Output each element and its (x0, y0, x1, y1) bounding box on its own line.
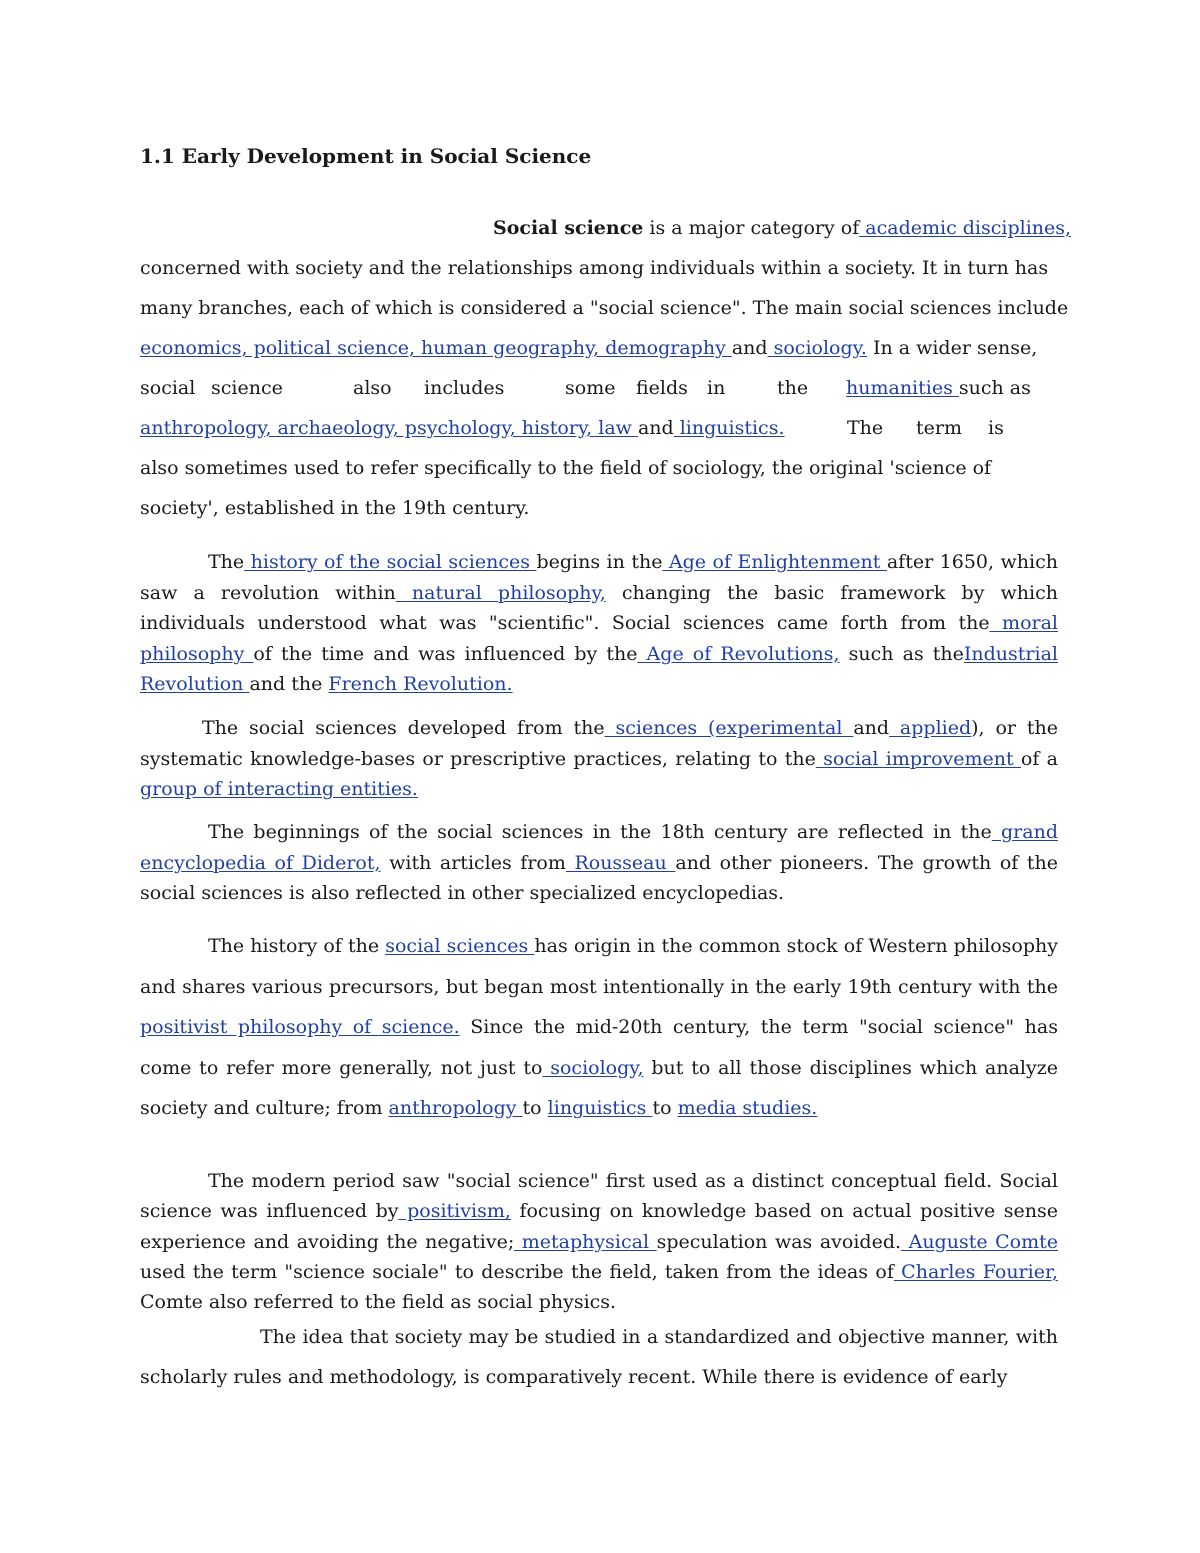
paragraph-history: The history of the social sciences begins in the Age of Enlightenment after 1650, which saw a revolution within natural philosophy, changing the basic framework by which individuals understood what was "scientific". Social sciences came forth from the moral philosophy of the time and was influenced by the Age of Revolutions, such as theIndustrial Revolution and the French Revolution. (140, 551, 1059, 695)
intro-line-8: society', established in the 19th century. (140, 497, 530, 519)
intro-line-2: concerned with society and the relationships among individuals within a society. It in turn has (140, 257, 1049, 279)
link-age-of-enlightenment[interactable]: Age of Enlightenment (662, 551, 887, 573)
paragraph-modern-period: The modern period saw "social science" first used as a distinct conceptual field. Social science was influenced by positivism, focusing on knowledge based on actual positive sense experience and avoiding the negative; metaphysical speculation was avoided. Auguste Comte used the term "science sociale" to describe the field, taken from the ideas of Charles Fourier, Comte also referred to the field as social physics. (140, 1170, 1059, 1314)
link-charles-fourier[interactable]: Charles Fourier, (893, 1260, 1058, 1283)
intro-line-7: also sometimes used to refer specifically to the field of sociology, the original 'science of (140, 457, 992, 479)
link-industrial-revolution[interactable]: Industrial Revolution (140, 642, 1058, 695)
paragraph-idea: The idea that society may be studied in a standardized and objective manner, with scholarly rules and methodology, is comparatively recent. While there is evidence of early (140, 1326, 1058, 1388)
link-positivist-philosophy[interactable]: positivist philosophy of science. (140, 1016, 460, 1038)
intro-line-6: anthropology, archaeology, psychology, history, law and linguistics. The term is (140, 417, 1004, 439)
intro-line-5: social science also includes some fields in the humanities such as (140, 377, 1031, 399)
section-heading: 1.1 Early Development in Social Science (140, 144, 592, 168)
link-academic-disciplines[interactable]: academic disciplines, (859, 217, 1072, 239)
link-age-of-revolutions[interactable]: Age of Revolutions, (637, 642, 840, 665)
link-grand-encyclopedia[interactable]: grand encyclopedia of Diderot, (140, 821, 1058, 874)
link-anthropology-law[interactable]: anthropology, archaeology, psychology, history, law (140, 417, 638, 439)
link-metaphysical[interactable]: metaphysical (514, 1230, 657, 1253)
paragraph-origin: The history of the social sciences has origin in the common stock of Western philosophy and shares various precursors, but began most intentionally in the early 19th century with the positivist philosophy of science. Since the mid-20th century, the term "social science" has come to refer more generally, not just to sociology, but to all those disciplines which analyze society and culture; from anthropology to linguistics to media studies. (140, 935, 1059, 1119)
paragraph-development: The social sciences developed from the sciences (experimental and applied), or the systematic knowledge-bases or prescriptive practices, relating to the social improvement of a group of interacting entities. (140, 717, 1059, 800)
link-economics-demography[interactable]: economics, political science, human geography, demography (140, 337, 732, 359)
link-applied[interactable]: applied (889, 717, 972, 739)
link-positivism[interactable]: positivism, (398, 1200, 511, 1223)
link-anthropology[interactable]: anthropology (388, 1097, 523, 1119)
link-history-of-social-sciences[interactable]: history of the social sciences (244, 551, 537, 573)
link-social-improvement[interactable]: social improvement (815, 747, 1021, 770)
link-rousseau[interactable]: Rousseau (565, 851, 676, 874)
link-social-sciences[interactable]: social sciences (385, 935, 535, 957)
link-french-revolution[interactable]: French Revolution. (328, 673, 513, 695)
paragraph-intro (140, 208, 1072, 528)
link-sociology[interactable]: sociology. (767, 337, 867, 359)
link-moral-philosophy[interactable]: moral philosophy (140, 612, 1059, 665)
link-media-studies[interactable]: media studies. (677, 1097, 818, 1119)
link-auguste-comte[interactable]: Auguste Comte (901, 1230, 1059, 1253)
link-sciences-experimental[interactable]: sciences (experimental (604, 717, 854, 739)
intro-line-1: Social science is a major category of academic disciplines, (493, 217, 1072, 239)
link-sociology-2[interactable]: sociology, (542, 1056, 644, 1079)
intro-line-4: economics, political science, human geography, demography and sociology. In a wider sense, (140, 337, 1038, 359)
link-group-of-interacting-entities[interactable]: group of interacting entities. (140, 778, 418, 800)
link-linguistics-2[interactable]: linguistics (547, 1097, 653, 1119)
link-natural-philosophy[interactable]: natural philosophy, (395, 581, 606, 604)
link-linguistics[interactable]: linguistics. (673, 417, 785, 439)
paragraph-beginnings: The beginnings of the social sciences in the 18th century are reflected in the grand encyclopedia of Diderot, with articles from Rousseau and other pioneers. The growth of the social sciences is also reflected in other specialized encyclopedias. (140, 821, 1058, 904)
intro-line-3: many branches, each of which is considered a "social science". The main social sciences include (140, 297, 1069, 319)
link-humanities[interactable]: humanities (846, 377, 959, 399)
bold-term: Social science (493, 217, 644, 239)
